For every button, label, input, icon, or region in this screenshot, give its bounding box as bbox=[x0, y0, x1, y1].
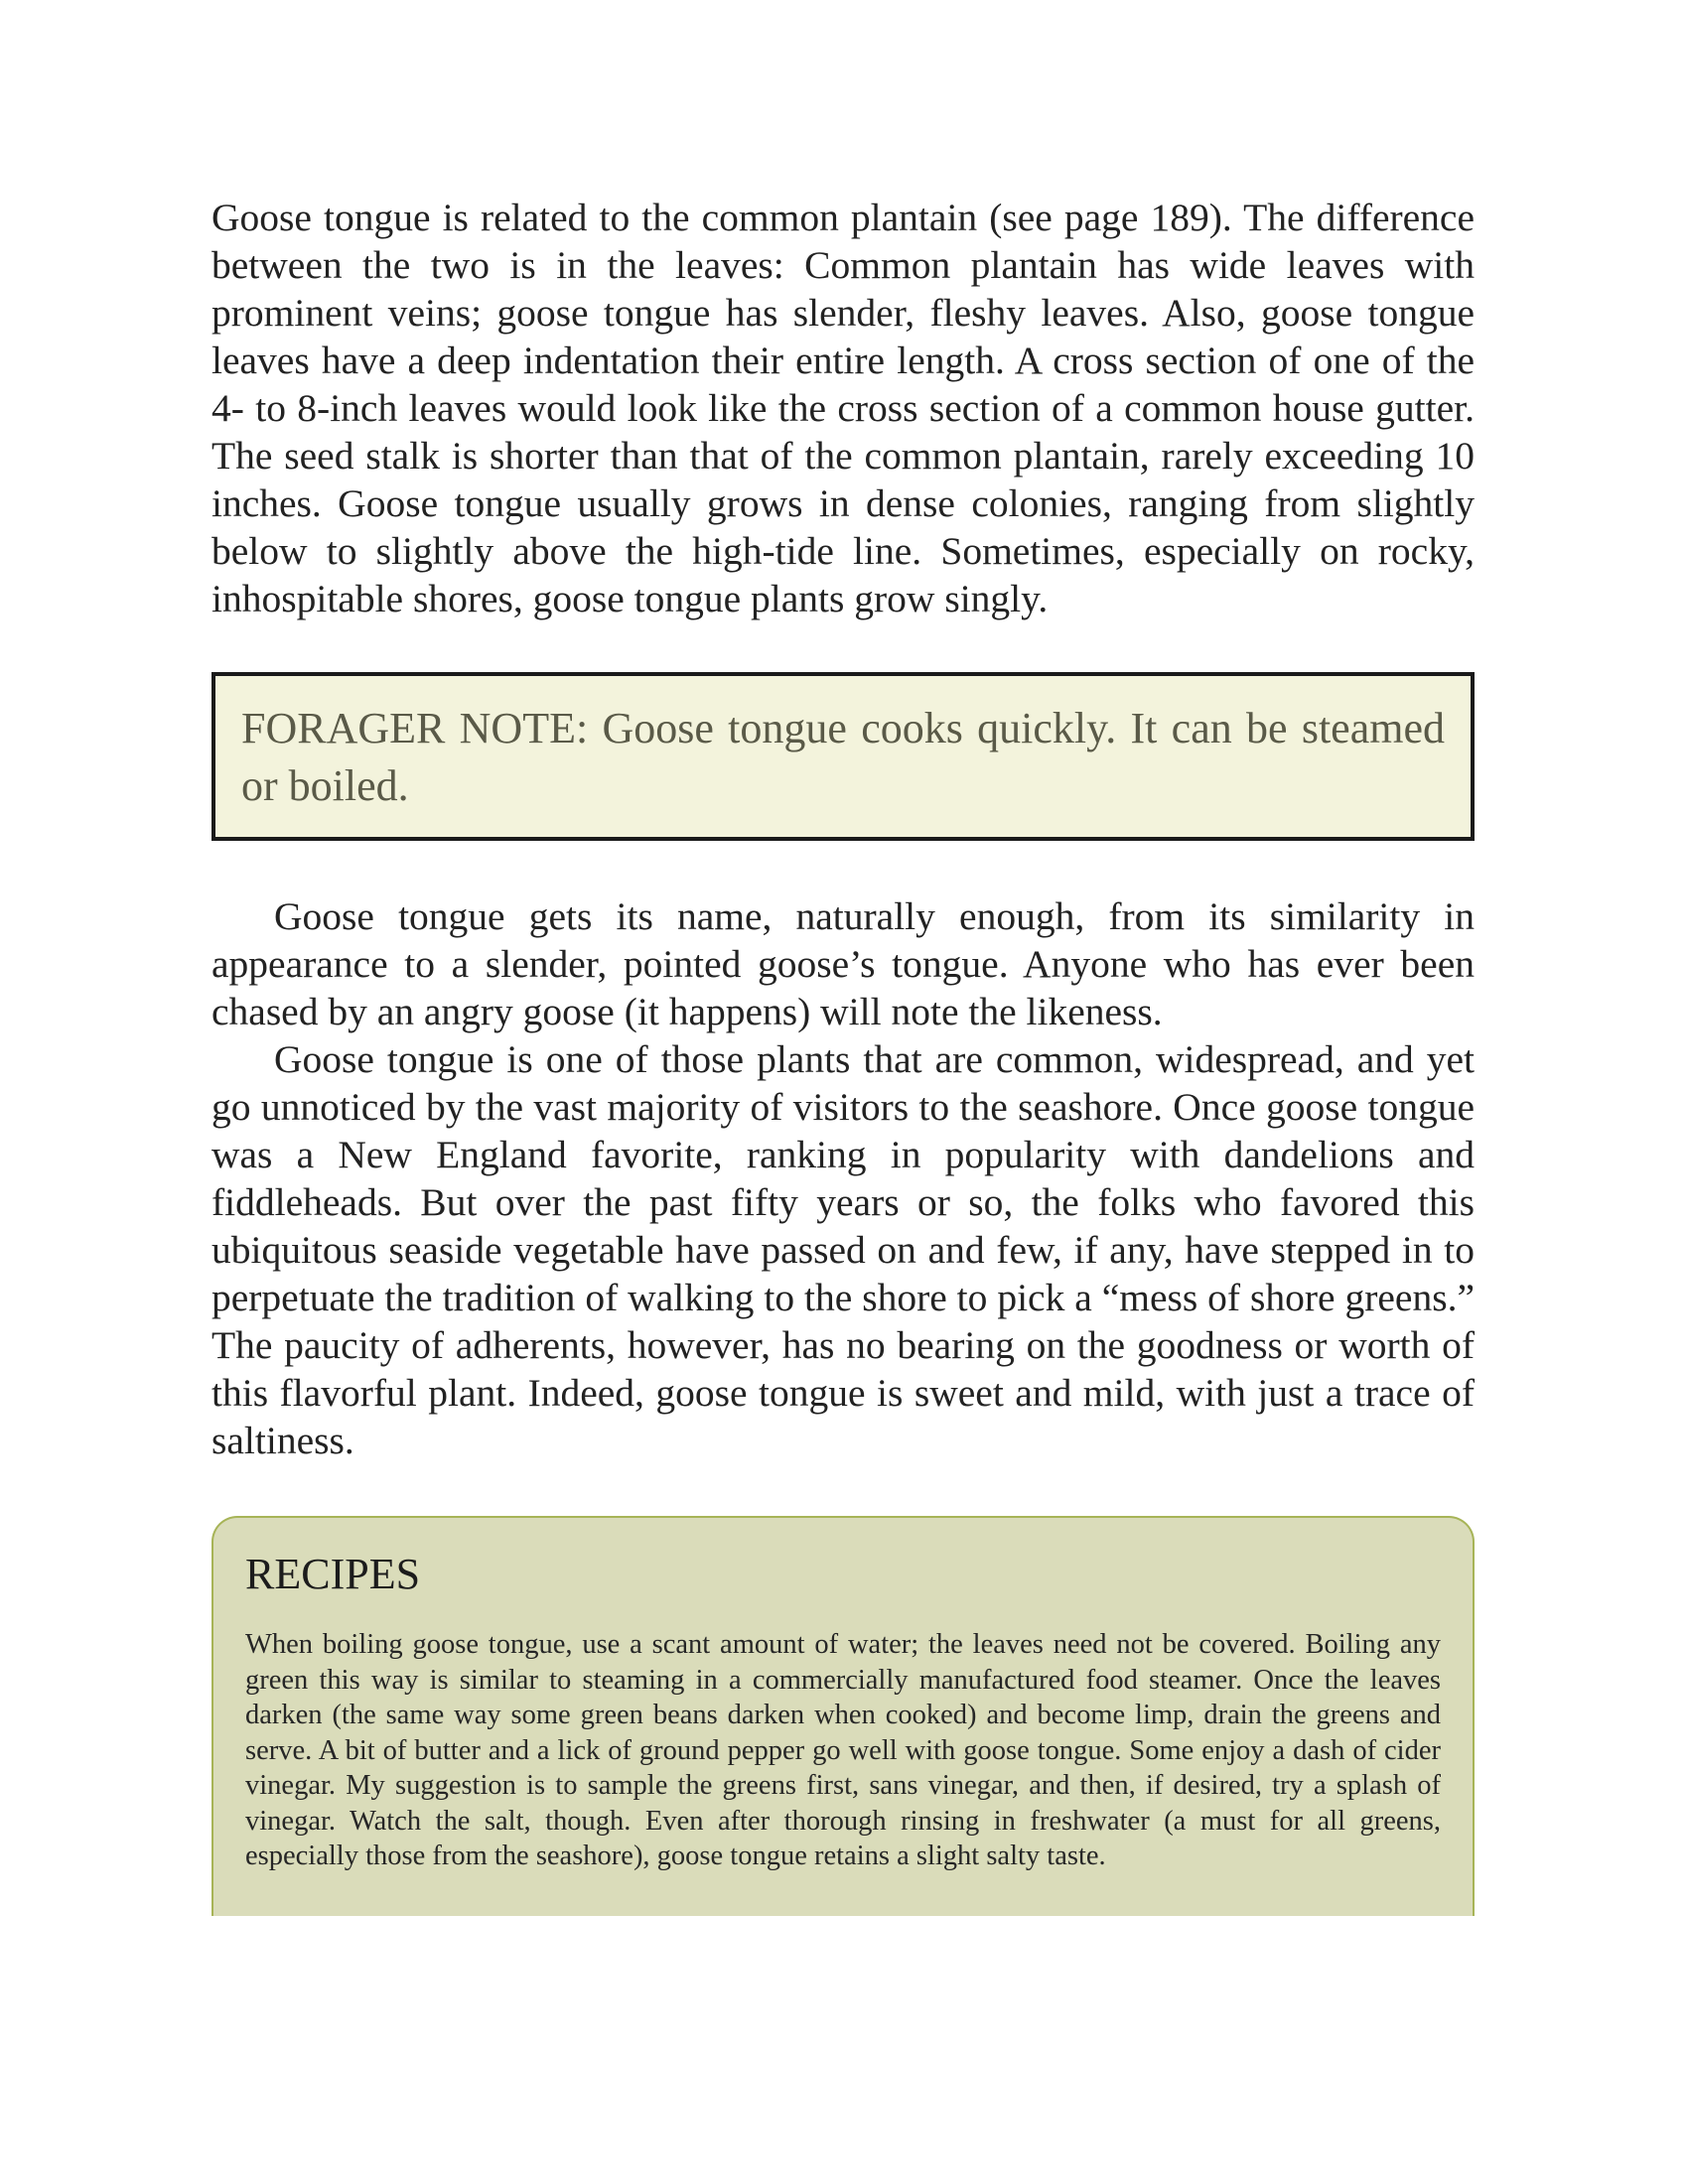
forager-note-box bbox=[211, 672, 1475, 841]
popularity-paragraph: Goose tongue is one of those plants that are common, widespread, and yet go unnoticed by the vast majority of visitors to the seashore. Once goose tongue was a New England favorite, ranking in popularity with dandelions and fiddleheads. But over the past fifty years or so, the folks who favored this ubiquitous seaside vegetable have passed on and few, if any, have stepped in to perpetuate the tradition of walking to the shore to pick a “mess of shore greens.” The paucity of adherents, however, has no bearing on the goodness or worth of this flavorful plant. Indeed, goose tongue is sweet and mild, with just a trace of saltiness. bbox=[211, 1037, 1475, 1462]
recipes-box bbox=[211, 1516, 1475, 1916]
recipes-text: When boiling goose tongue, use a scant amount of water; the leaves need not be covered. Boiling any green this way is similar to steaming in a commercially manufactured food steamer. Once the leaves darken (the same way some green beans darken when cooked) and become limp, drain the greens and serve. A bit of butter and a lick of ground pepper go well with goose tongue. Some enjoy a dash of cider vinegar. My suggestion is to sample the greens first, sans vinegar, and then, if desired, try a splash of vinegar. Watch the salt, though. Even after thorough rinsing in freshwater (a must for all greens, especially those from the seashore), goose tongue retains a slight salty taste. bbox=[245, 1629, 1441, 1871]
book-page bbox=[211, 194, 1475, 1916]
forager-note-text: FORAGER NOTE: Goose tongue cooks quickly. It can be steamed or boiled. bbox=[241, 704, 1445, 810]
intro-paragraph: Goose tongue is related to the common plantain (see page 189). The difference between the two is in the leaves: Common plantain has wide leaves with prominent veins; goose tongue has slender, fleshy leaves. Also, goose tongue leaves have a deep indentation their entire length. A cross section of one of the 4- to 8-inch leaves would look like the cross section of a common house gutter. The seed stalk is shorter than that of the common plantain, rarely exceeding 10 inches. Goose tongue usually grows in dense colonies, ranging from slightly below to slightly above the high-tide line. Sometimes, especially on rocky, inhospitable shores, goose tongue plants grow singly. bbox=[211, 196, 1475, 620]
name-origin-paragraph: Goose tongue gets its name, naturally enough, from its similarity in appearance to a slender, pointed goose’s tongue. Anyone who has ever been chased by an angry goose (it happens) will note the likeness. bbox=[211, 894, 1475, 1033]
recipes-title: RECIPES bbox=[245, 1550, 421, 1598]
